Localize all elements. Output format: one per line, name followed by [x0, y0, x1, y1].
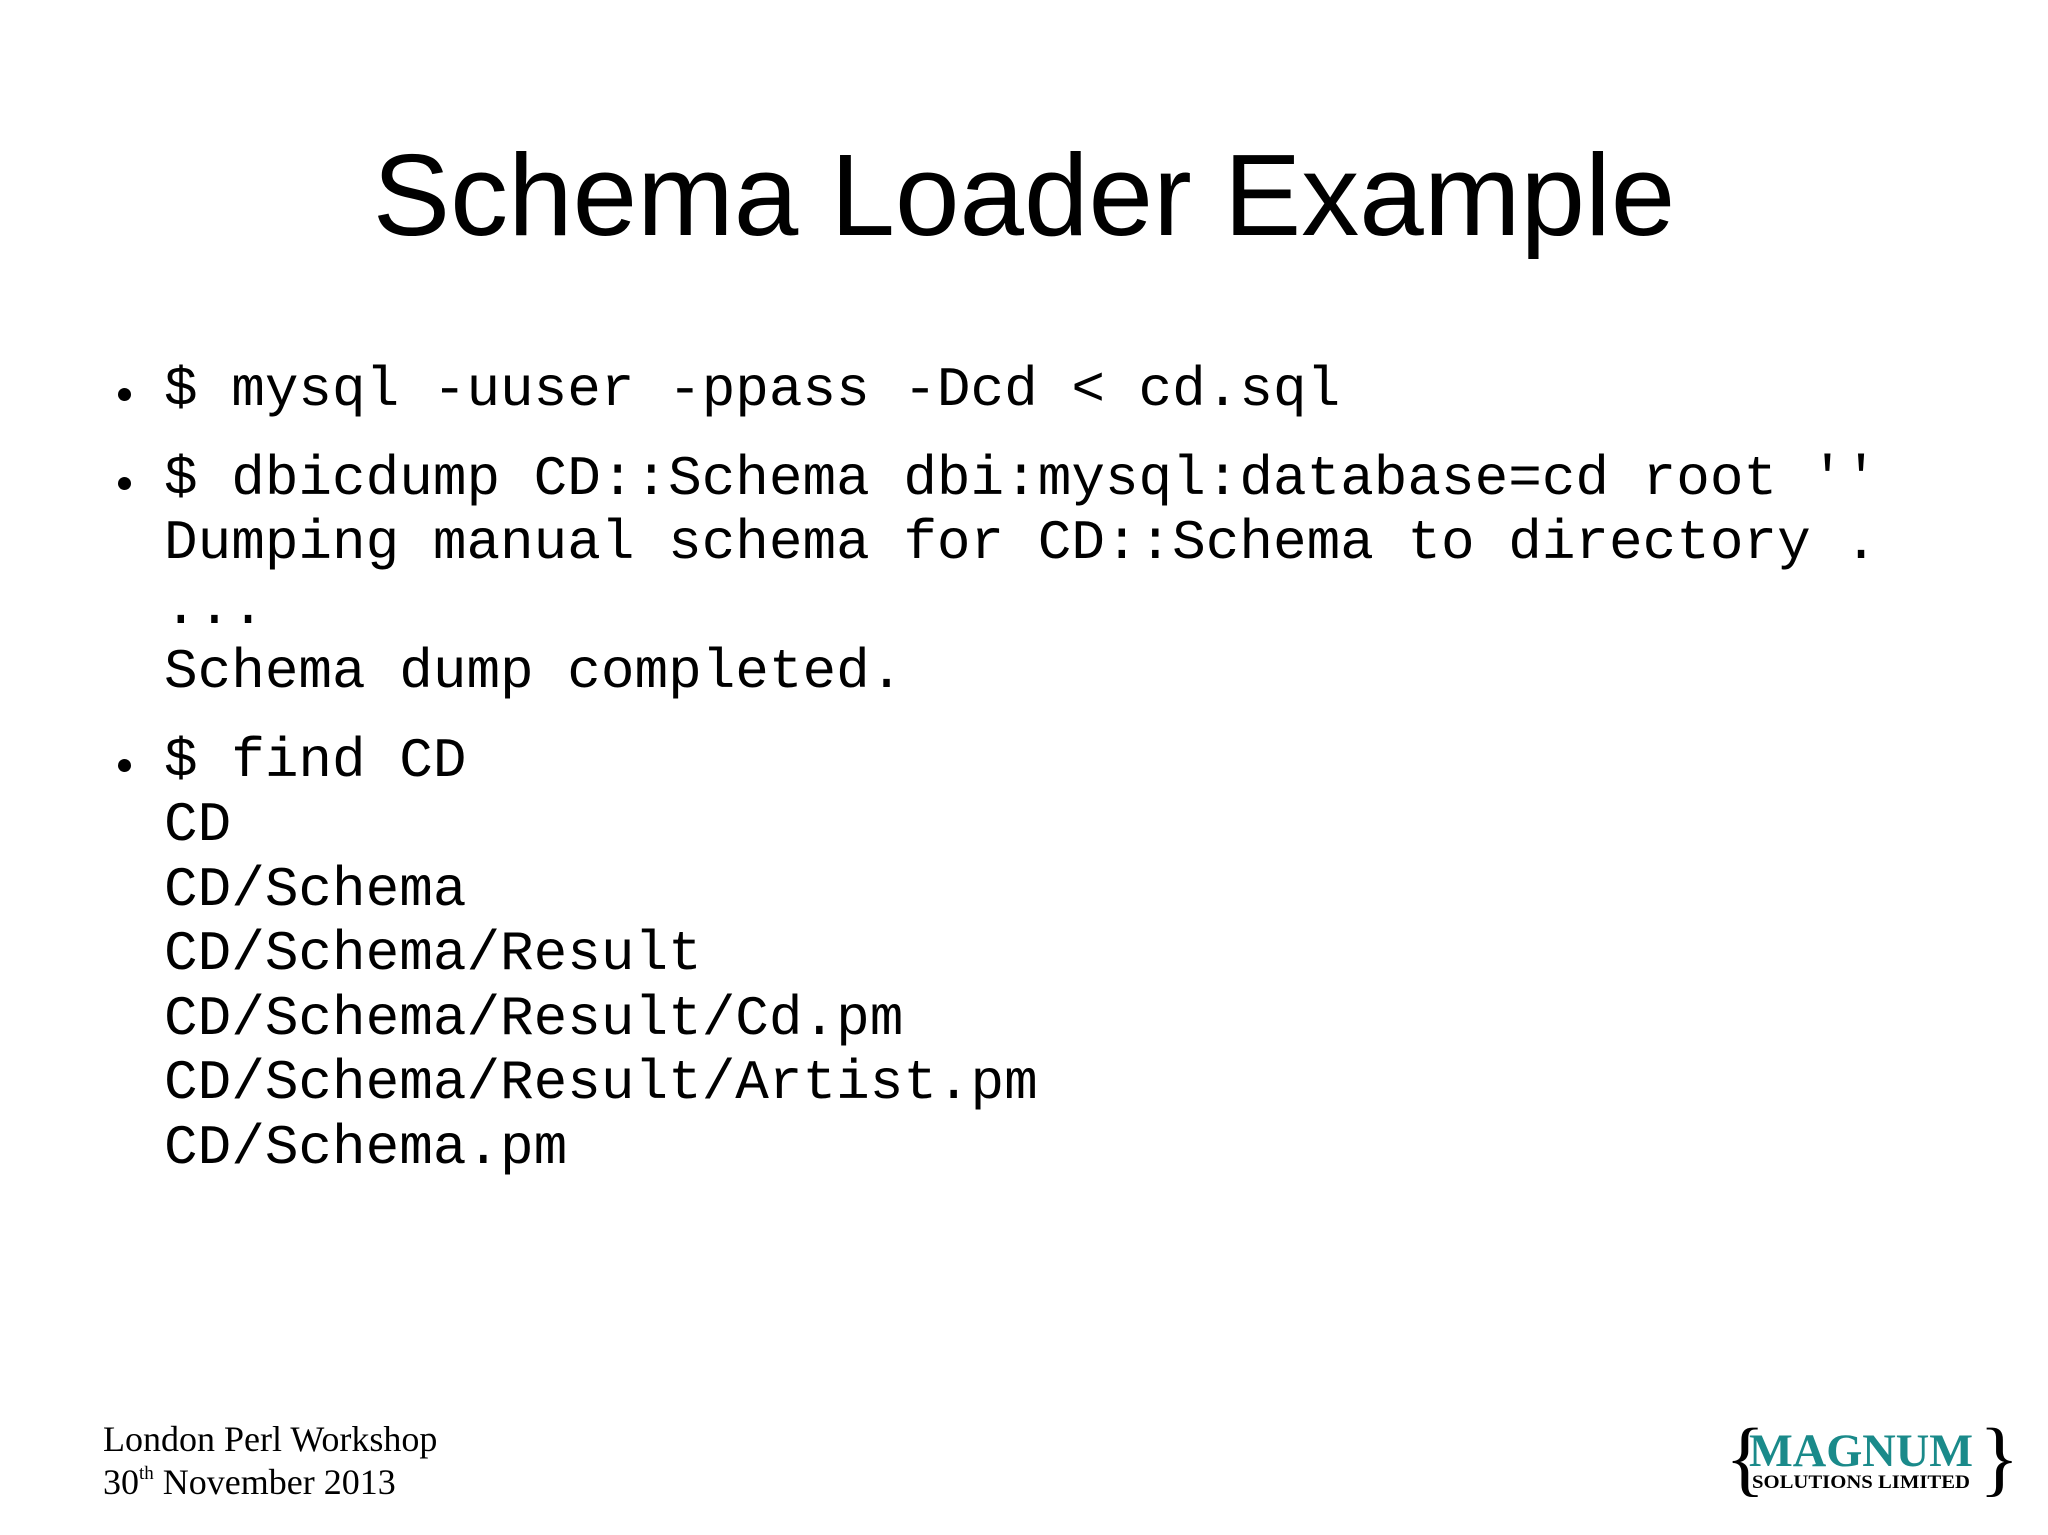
code-line: CD/Schema.pm: [164, 1115, 568, 1180]
slide-title: Schema Loader Example: [372, 130, 1676, 260]
magnum-logo: [1725, 1412, 2020, 1505]
code-line: Schema dump completed.: [164, 640, 904, 704]
footer-date: [103, 1461, 437, 1504]
bullet-item: [110, 358, 2010, 423]
footer-info: [103, 1418, 437, 1504]
logo-brace-close: }: [1979, 1412, 2020, 1505]
footer-date-rest: November 2013: [153, 1462, 396, 1502]
bullet-dot-icon: [118, 477, 131, 490]
bullet-list: [110, 358, 2010, 1204]
logo-subtitle: SOLUTIONS LIMITED: [1752, 1472, 1970, 1493]
bullet-item: [110, 447, 2010, 705]
code-line: $ mysql -uuser -ppass -Dcd < cd.sql: [164, 358, 1341, 422]
logo-brace-open: {: [1725, 1412, 1766, 1505]
code-line: Dumping manual schema for CD::Schema to directory .: [164, 511, 1878, 575]
code-line: CD: [164, 793, 232, 857]
bullet-item: [110, 729, 2010, 1181]
code-line: CD/Schema/Result/Cd.pm: [164, 986, 904, 1051]
footer-event: London Perl Workshop: [103, 1419, 438, 1459]
code-line: CD/Schema/Result: [164, 922, 702, 986]
footer-date-day: 30: [103, 1462, 139, 1502]
code-line: ...: [164, 575, 265, 640]
bullet-dot-icon: [118, 388, 131, 401]
code-line: CD/Schema/Result/Artist.pm: [164, 1051, 1038, 1115]
code-line: CD/Schema: [164, 857, 467, 922]
code-line: $ find CD: [164, 728, 467, 793]
code-line: $ dbicdump CD::Schema dbi:mysql:database=cd root '': [164, 446, 1878, 511]
logo-name: MAGNUM: [1749, 1425, 1973, 1477]
footer-date-suffix: th: [139, 1463, 154, 1484]
bullet-dot-icon: [118, 759, 131, 772]
